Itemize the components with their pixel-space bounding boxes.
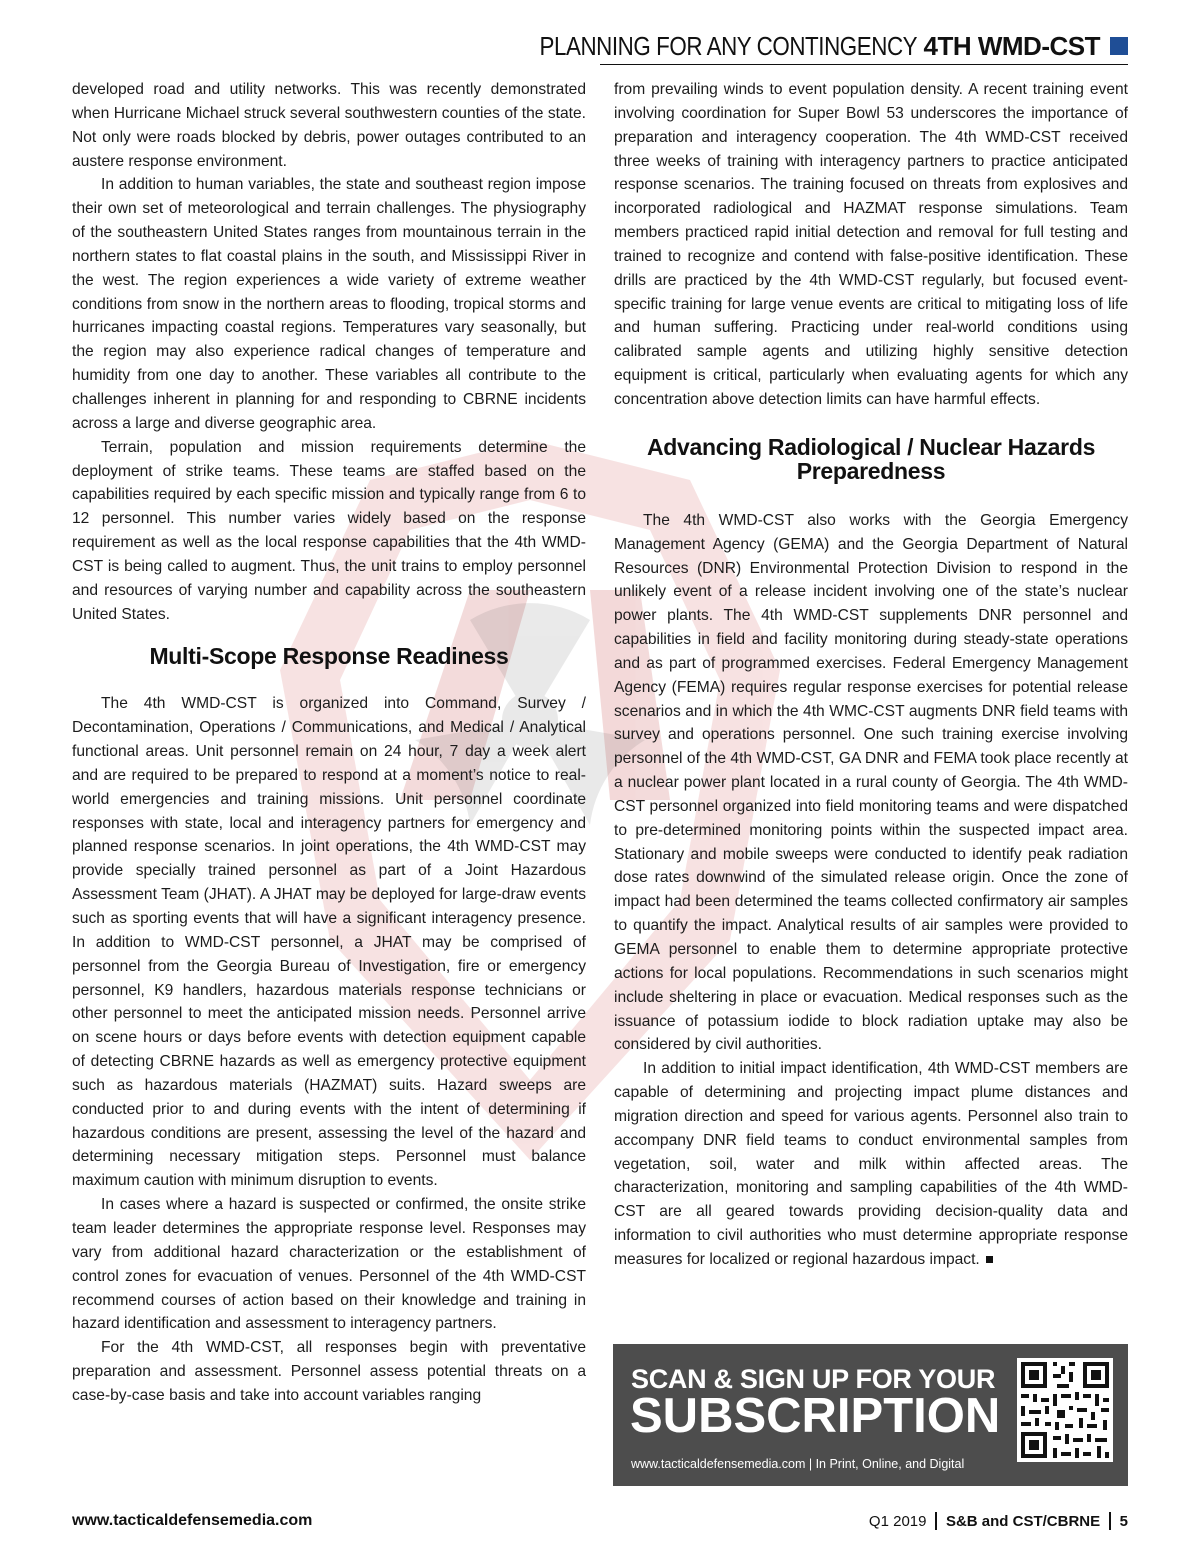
paragraph [614, 1057, 1128, 1272]
section-heading-line: Preparedness [796, 457, 946, 484]
paragraph: For the 4th WMD-CST, all responses begin with preventative preparation and assessment. Personnel assess potential threats on a case-by-case basis and take into account variables ranging [72, 1339, 586, 1404]
section-heading-line: Advancing Radiological / Nuclear Hazards [646, 433, 1096, 460]
ad-title: SUBSCRIPTION [630, 1389, 1001, 1443]
header-square-icon [1110, 37, 1128, 55]
paragraph-text: In addition to initial impact identification, 4th WMD-CST members are capable of determining and projecting impact plume distances and migration direction and speed for various agents. Personnel also train to accompany DNR field teams to conduct environmental samples from vegetation, soil, water and milk within affected areas. The characterization, monitoring and sampling capabilities of the 4th WMD-CST are all geared towards providing decision-quality data and information to civil authorities who must determine appropriate response measures for localized or regional hazardous impact. [614, 1060, 1128, 1268]
running-header [478, 30, 1128, 62]
paragraph: The 4th WMD-CST also works with the Georgia Emergency Management Agency (GEMA) and the Georgia Department of Natural Resources (DNR) Environmental Protection Division to respond in the unlikely event of a release incident involving one of the state’s nuclear power plants. The 4th WMD-CST supplements DNR personnel and capabilities in field and facility monitoring during steady-state operations and as part of programmed exercises. Federal Emergency Management Agency (FEMA) requires regular response exercises for potential release scenarios and in which the 4th WMC-CST augments DNR field teams with survey and operations personnel. One such training exercise involving personnel of the 4th WMD-CST, GA DNR and FEMA took place recently at a nuclear power plant located in a rural county of Georgia. The 4th WMD-CST personnel organized into field monitoring teams and were dispatched to pre-determined monitoring points within the suspected impact area. Stationary and mobile sweeps were conducted to identify peak radiation dose rates downwind of the simulated release origin. Once the zone of impact had been determined the teams collected confirmatory air samples to quantify the impact. Analytical results of air samples were provided to GEMA personnel to enable them to determine appropriate protective actions for local populations. Recommendations in such scenarios might include sheltering in place or evacuation. Medical responses such as the issuance of potassium iodide to block radiation uptake may also be considered by civil authorities. [614, 511, 1128, 1054]
footer-issue-info [869, 1512, 1128, 1530]
qr-code-icon[interactable] [1017, 1358, 1113, 1462]
section-heading [614, 412, 1128, 509]
footer-divider [935, 1512, 937, 1530]
footer-website[interactable]: www.tacticaldefensemedia.com [72, 1512, 313, 1529]
paragraph: In addition to human variables, the state and southeast region impose their own set of meteorological and terrain challenges. The physiography of the southeastern United States ranges from mountainous terrain in the northern states to flat coastal plains in the south, and Mississippi River in the west. The region experiences a wide variety of extreme weather conditions from snow in the northern areas to flooding, tropical storms and hurricanes impacting coastal regions. Temperatures vary seasonally, but the region may also experience radical changes of temperature and humidity from one day to another. These variables all contribute to the challenges inherent in planning for and responding to CBRNE incidents across a large and diverse geographic area. [72, 176, 586, 432]
publication-name: S&B and CST/CBRNE [945, 1512, 1101, 1530]
paragraph: from prevailing winds to event population density. A recent training event involving coordination for Super Bowl 53 underscores the importance of preparation and interagency cooperation. The 4th WMD-CST received three weeks of training with interagency partners to practice anticipated response scenarios. The training focused on threats from explosives and incorporated radiological and HAZMAT response simulations. Team members practiced rapid initial detection and removal for full testing and trained to recognize and contend with false-positive identification. These drills are practiced by the 4th WMD-CST regularly, but focused event-specific training for large venue events are critical to mitigating loss of life and human suffering. Practicing under real-world conditions using calibrated sample agents and utilizing highly sensitive detection equipment is critical, particularly when evaluating agents for which any concentration above detection limits can have harmful effects. [614, 81, 1128, 408]
subscription-ad[interactable] [613, 1344, 1128, 1486]
left-column [72, 78, 586, 1408]
issue-label: Q1 2019 [868, 1512, 927, 1530]
ad-headline: SCAN & SIGN UP FOR YOUR [631, 1364, 996, 1394]
paragraph: developed road and utility networks. This was recently demonstrated when Hurricane Michael struck several southwestern counties of the state. Not only were roads blocked by debris, power outages contributed to an austere response environment. [72, 81, 586, 170]
paragraph: In cases where a hazard is suspected or confirmed, the onsite strike team leader determines the appropriate response level. Responses may vary from additional hazard characterization or the establishment of control zones for evacuation of venues. Personnel of the 4th WMD-CST recommend courses of action based on their knowledge and training in hazard identification and assessment to interagency partners. [72, 1196, 586, 1333]
paragraph: The 4th WMD-CST is organized into Command, Survey / Decontamination, Operations / Communications, and Medical / Analytical functional areas. Unit personnel remain on 24 hour, 7 day a week alert and are required to be prepared to respond at a moment’s notice to real-world emergencies and training missions. Unit personnel coordinate responses with state, local and interagency partners for emergency and planned response scenarios. In joint operations, the 4th WMD-CST may provide specially trained personnel as part of a Joint Hazardous Assessment Team (JHAT). A JHAT may be deployed for large-draw events such as sporting events that will have a significant interagency presence. In addition to WMD-CST personnel, a JHAT may be comprised of personnel from the Georgia Bureau of Investigation, fire or emergency personnel, K9 handlers, hazardous materials response technicians or other personnel to meet the anticipated mission needs. Personnel arrive on scene hours or days before events with detection equipment capable of detecting CBRNE hazards as well as emergency protective equipment such as hazardous materials (HAZMAT) suits. Hazard sweeps are conducted prior to and during events with the intent of determining if hazardous conditions are present, assessing the level of the hazard and determining necessary mitigation steps. Personnel must balance maximum caution with minimum disruption to events. [72, 695, 586, 1190]
unit-brand: 4TH WMD-CST [923, 30, 1100, 61]
page-number: 5 [1119, 1512, 1128, 1530]
series-title: PLANNING FOR ANY CONTINGENCY [539, 30, 918, 61]
header-rule [600, 64, 1128, 65]
section-heading: Multi-Scope Response Readiness [149, 643, 509, 670]
right-column [614, 78, 1128, 1272]
ad-url[interactable]: www.tacticaldefensemedia.com | In Print, Online, and Digital [631, 1457, 965, 1471]
paragraph: Terrain, population and mission requirements determine the deployment of strike teams. These teams are staffed based on the capabilities required by each specific mission and typically range from 6 to 12 personnel. This number varies widely based on the response requirement as well as the local response capabilities that the 4th WMD-CST is being called to augment. Thus, the unit trains to employ personnel and resources of varying number and capability across the southeastern United States. [72, 438, 586, 623]
end-of-article-icon [986, 1256, 993, 1263]
footer-divider [1109, 1512, 1111, 1530]
